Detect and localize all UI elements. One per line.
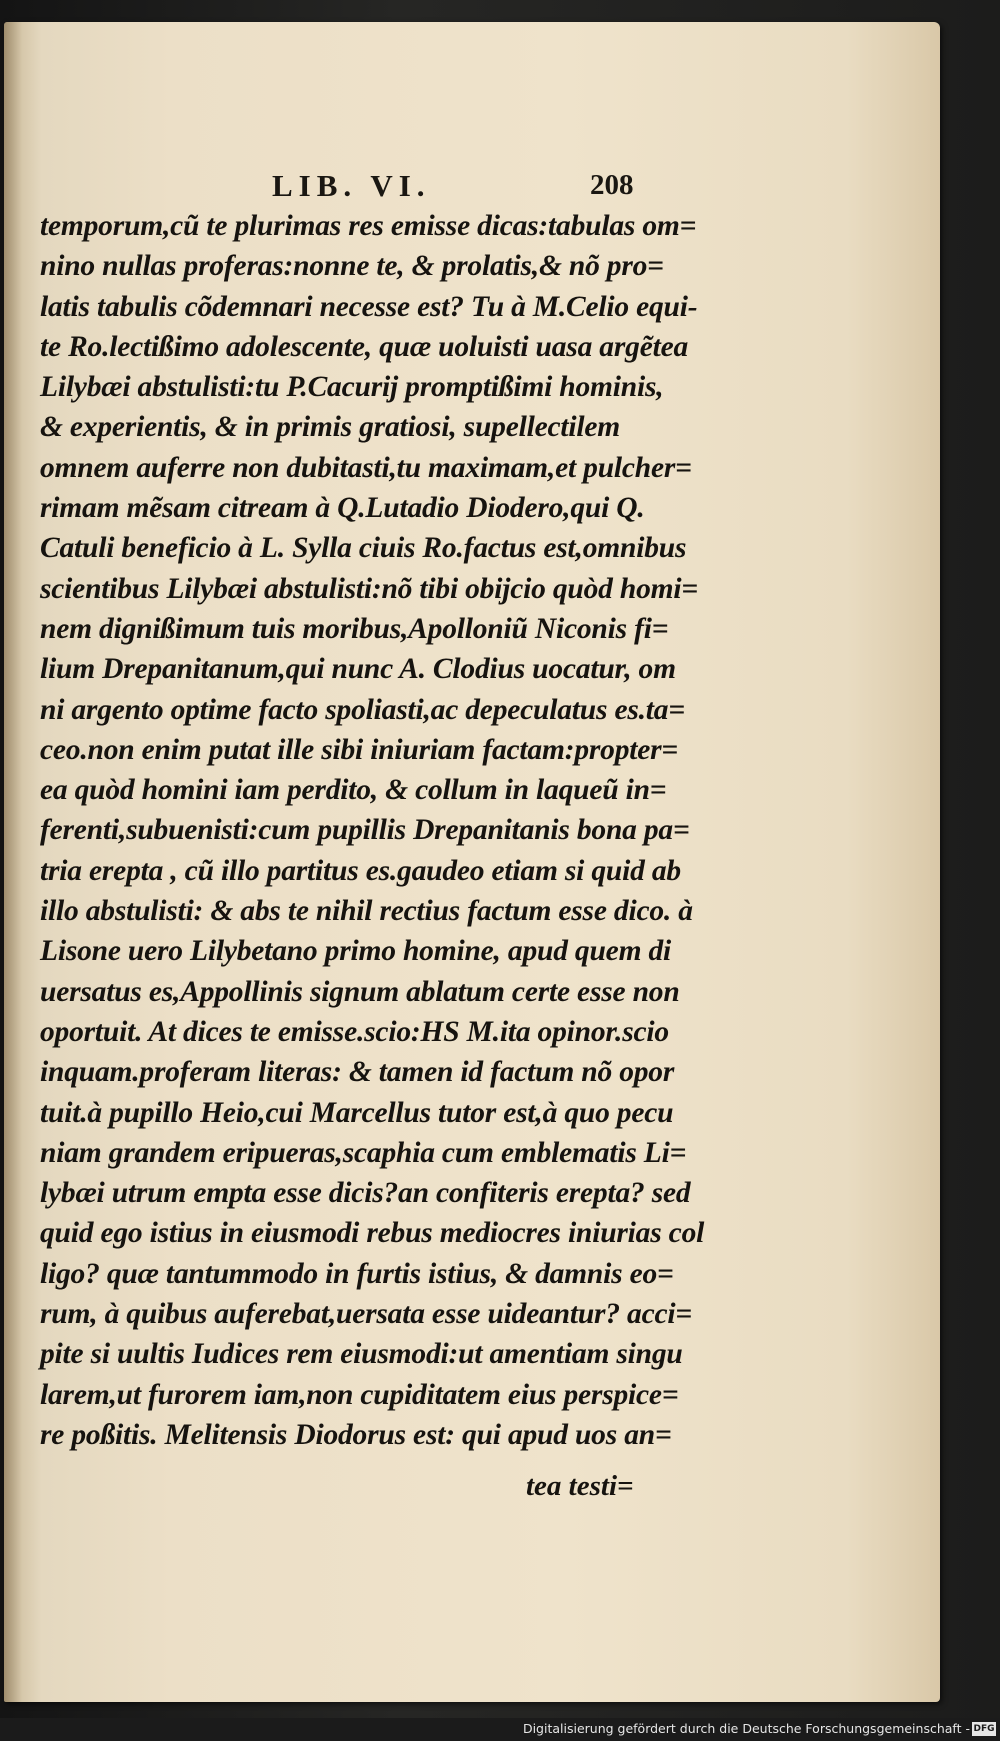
text-line: illo abstulisti: & abs te nihil rectius factum esse dico. à (40, 895, 693, 928)
running-title: LIB. VI. (272, 168, 431, 203)
text-line: rum, à quibus auferebat,uersata esse uideantur? acci= (40, 1298, 692, 1331)
page-number: 208 (590, 169, 634, 201)
text-line: nino nullas proferas:nonne te, & prolatis,& nõ pro= (40, 250, 664, 283)
text-line: tuit.à pupillo Heio,cui Marcellus tutor est,à quo pecu (40, 1096, 674, 1129)
text-line: temporum,cũ te plurimas res emisse dicas:tabulas om= (40, 210, 697, 242)
text-line: uersatus es,Appollinis signum ablatum certe esse non (40, 975, 680, 1008)
catchword: tea testi= (526, 1470, 634, 1502)
text-line: rimam mẽsam citream à Q.Lutadio Diodero,qui Q. (40, 492, 645, 525)
text-line: latis tabulis cõdemnari necesse est? Tu à M.Celio equi- (40, 290, 698, 323)
text-line: & experientis, & in primis gratiosi, supellectilem (40, 411, 621, 444)
footer-bar (0, 1718, 1000, 1741)
text-line: lium Drepanitanum,qui nunc A. Clodius uocatur, om (40, 653, 676, 686)
text-line: re poßitis. Melitensis Diodorus est: qui apud uos an= (40, 1418, 672, 1451)
text-line: te Ro.lectißimo adolescente, quæ uoluisti uasa argẽtea (40, 330, 689, 363)
text-line: ni argento optime facto spoliasti,ac depeculatus es.ta= (40, 693, 685, 726)
text-line: inquam.proferam literas: & tamen id factum nõ opor (40, 1056, 675, 1089)
text-line: ceo.non enim putat ille sibi iniuriam factam:propter= (40, 733, 679, 766)
text-line: ferenti,subuenisti:cum pupillis Drepanitanis bona pa= (40, 814, 690, 847)
text-line: ea quòd homini iam perdito, & collum in laqueũ in= (40, 774, 667, 807)
text-line: Catuli beneficio à L. Sylla ciuis Ro.factus est,omnibus (40, 532, 687, 565)
text-line: oportuit. At dices te emisse.scio:HS M.ita opinor.scio (40, 1015, 669, 1048)
text-line: Lisone uero Lilybetano primo homine, apud quem di (40, 935, 672, 968)
text-line: lybæi utrum empta esse dicis?an confiteris erepta? sed (40, 1177, 691, 1210)
text-line: larem,ut furorem iam,non cupiditatem eius perspice= (40, 1378, 679, 1411)
book-page (4, 22, 940, 1702)
dfg-logo-icon: DFG (973, 1724, 995, 1734)
text-line: tria erepta , cũ illo partitus es.gaudeo etiam si quid ab (40, 854, 681, 887)
text-line: quid ego istius in eiusmodi rebus mediocres iniurias col (40, 1217, 705, 1250)
running-head (4, 168, 940, 208)
text-line: nem dignißimum tuis moribus,Apolloniũ Niconis fi= (40, 612, 669, 645)
text-line: scientibus Lilybæi abstulisti:nõ tibi obijcio quòd homi= (40, 572, 698, 605)
text-line: niam grandem eripueras,scaphia cum emblematis Li= (40, 1136, 687, 1169)
funding-credit: Digitalisierung gefördert durch die Deutsche Forschungsgemeinschaft - (522, 1721, 970, 1736)
text-line: omnem auferre non dubitasti,tu maximam,et pulcher= (40, 451, 692, 484)
text-block (40, 206, 705, 1455)
text-line: ligo? quæ tantummodo in furtis istius, & damnis eo= (40, 1257, 674, 1290)
text-line: pite si uultis Iudices rem eiusmodi:ut amentiam singu (40, 1338, 683, 1371)
text-line: Lilybæi abstulisti:tu P.Cacurij promptißimi hominis, (40, 371, 664, 404)
